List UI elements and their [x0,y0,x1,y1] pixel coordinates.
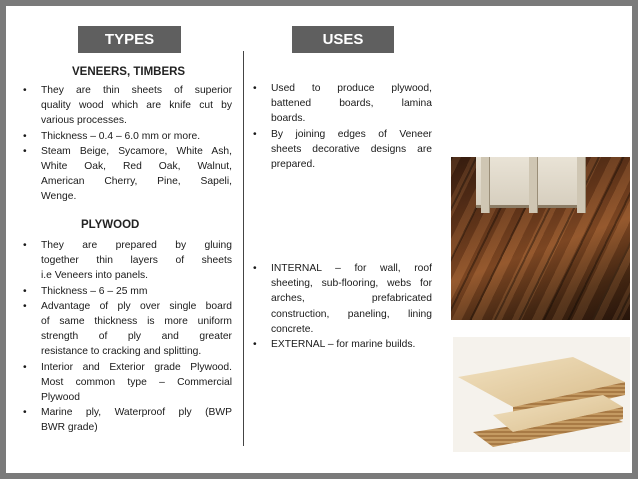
types-header: TYPES [78,26,181,53]
list-item [22,299,232,360]
column-divider [243,51,244,446]
list-item-line: construction, paneling, lining [271,308,432,320]
plywood-subheading: PLYWOOD [81,219,140,231]
list-item-line: i.e Veneers into panels. [41,270,149,282]
list-item [22,284,232,299]
list-item-line: • They are prepared by gluing [41,240,232,251]
list-item [252,261,432,337]
list-item-line: resistance to cracking and splitting. [41,346,202,358]
list-item [22,129,232,144]
uses-header: USES [292,26,394,53]
list-item [22,360,232,406]
cabinet-leg [481,157,490,213]
plywood-stack-photo [453,337,630,452]
list-item-line: • Steam Beige, Sycamore, White Ash, [41,145,232,157]
plywood-stack-illustration [453,337,630,452]
list-item [252,337,432,352]
list-item [252,81,432,127]
list-item-line: American Cherry, Pine, Sapeli, [41,176,232,188]
wood-floor-photo [451,157,630,320]
list-item [22,144,232,205]
list-item [252,127,432,173]
list-item [22,83,232,129]
list-item-line: boards. [271,113,306,125]
list-item-line: quality wood which are knife cut by [41,100,232,112]
veneers-subheading: VENEERS, TIMBERS [72,66,186,78]
list-item-line: various processes. [41,115,127,127]
list-item-line: • By joining edges of Veneer [271,128,432,140]
slide [6,6,632,473]
list-item-line: sheeting, sub-flooring, webs for [271,278,432,290]
list-item-line: • INTERNAL – for wall, roof [271,263,432,274]
list-item [22,238,232,284]
cabinet-leg [529,157,538,213]
list-item-line: Plywood [41,392,80,404]
list-item-line: concrete. [271,323,314,335]
list-item-line: • Used to produce plywood, [271,83,432,94]
list-item-line: • Advantage of ply over single board [41,300,232,312]
list-item [22,405,232,435]
list-item-line: • Interior and Exterior grade Plywood. [41,361,232,373]
list-item-line: Wenge. [41,191,77,203]
veneers-types-list [22,83,232,205]
list-item-line: White Oak, Red Oak, Walnut, [41,161,232,173]
list-item-line: Most common type – Commercial [41,376,232,388]
list-item-line: sheets decorative designs are [271,143,432,155]
list-item-line: • Marine ply, Waterproof ply (BWP [41,407,232,419]
list-item-line: of same thickness is more uniform [41,316,232,328]
list-item-line: arches, prefabricated [271,293,432,305]
list-item-line: • EXTERNAL – for marine builds. [271,339,416,351]
list-item-line: battened boards, lamina [271,98,432,110]
list-item-line: • They are thin sheets of superior [41,85,232,96]
list-item-line: prepared. [271,159,316,171]
list-item-line: • Thickness – 0.4 – 6.0 mm or more. [41,130,201,142]
list-item-line: strength of ply and greater [41,331,232,343]
plywood-uses-list [252,261,432,352]
list-item-line: • Thickness – 6 – 25 mm [41,285,148,297]
plywood-types-list [22,238,232,436]
veneers-uses-list [252,81,432,172]
cabinet-leg [577,157,586,213]
list-item-line: BWR grade) [41,422,98,434]
list-item-line: together thin layers of sheets [41,255,232,267]
